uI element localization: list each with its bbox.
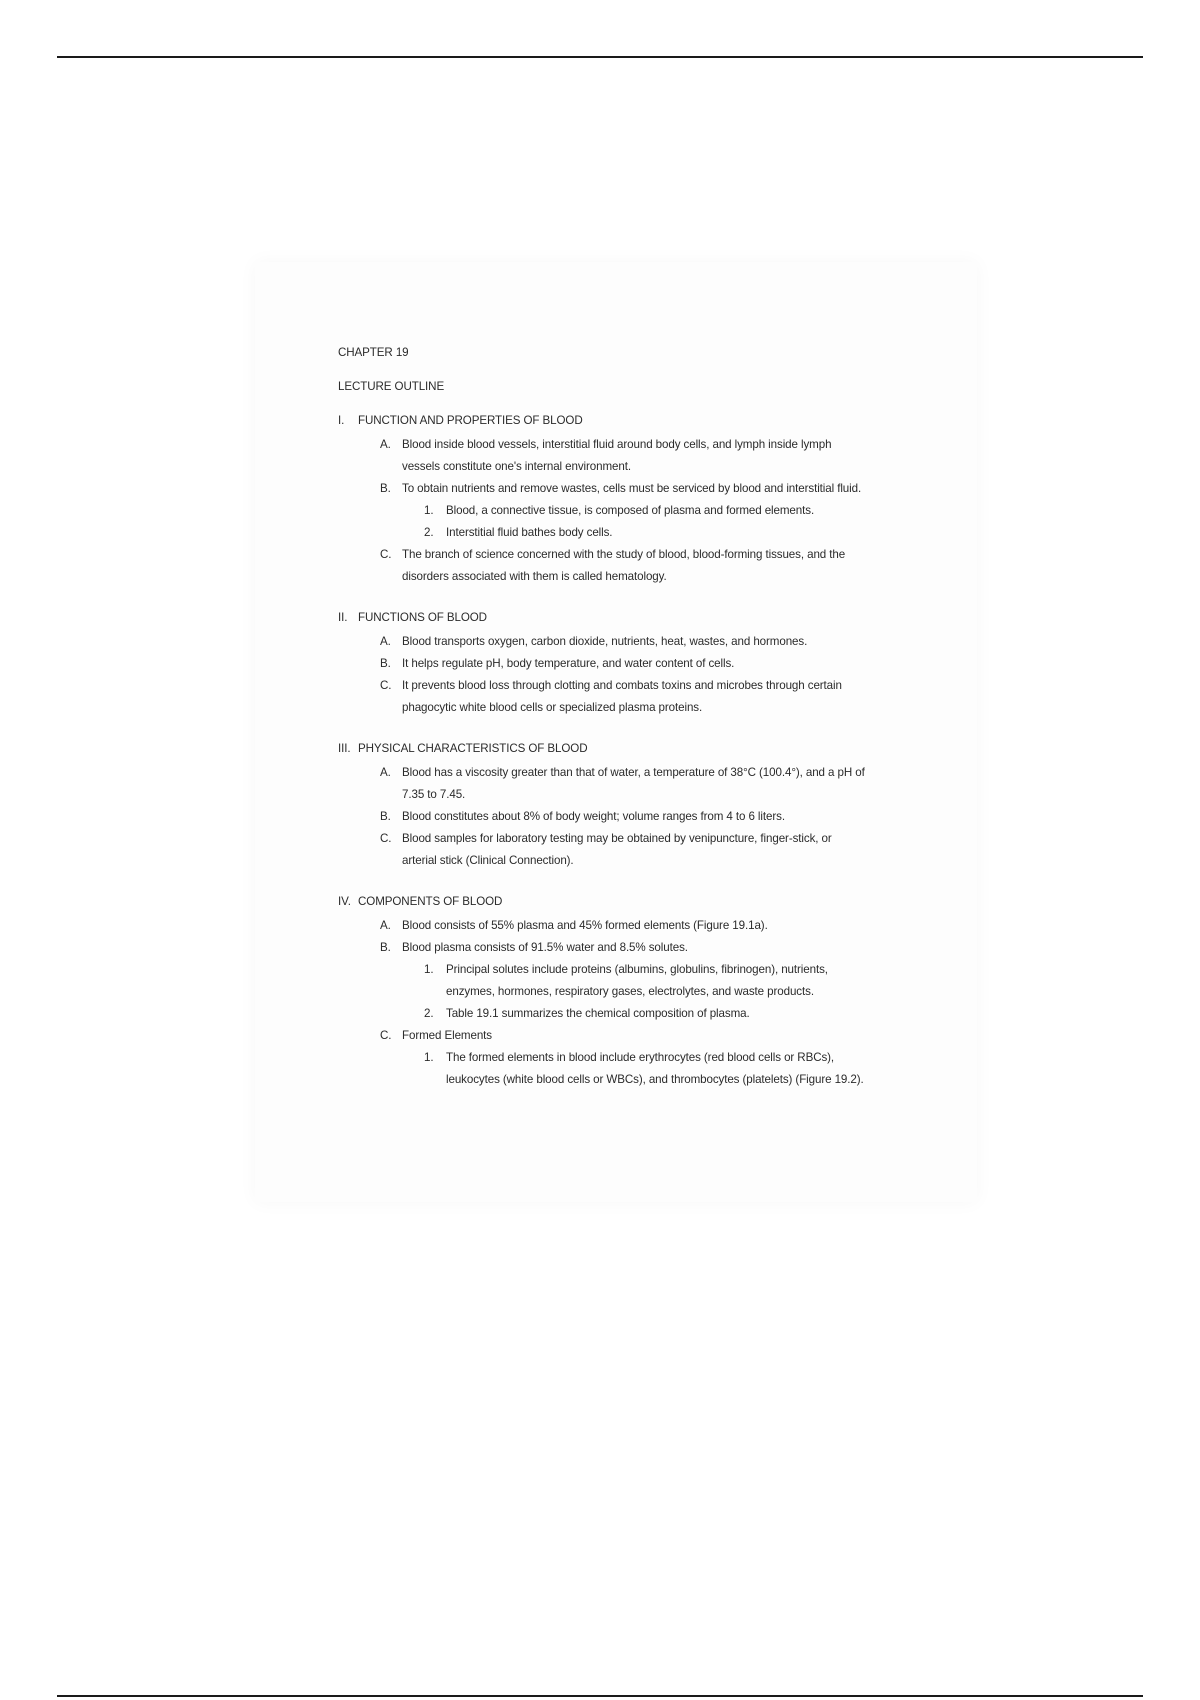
item-letter: C. (380, 1029, 392, 1042)
outline-item (338, 937, 958, 959)
outline-subitem (338, 1003, 958, 1025)
outline-item (338, 544, 958, 588)
item-line: Blood inside blood vessels, interstitial fluid around body cells, and lymph inside lymph (402, 438, 832, 451)
item-text (402, 675, 958, 719)
item-text (402, 434, 958, 478)
item-line: disorders associated with them is called hematology. (402, 570, 667, 583)
item-line: arterial stick (Clinical Connection). (402, 854, 574, 867)
subitem-line: The formed elements in blood include erythrocytes (red blood cells or RBCs), (446, 1051, 835, 1064)
chapter-heading: CHAPTER 19 (338, 346, 409, 359)
top-rule (57, 56, 1143, 58)
subitem-number: 2. (424, 526, 434, 539)
item-line: To obtain nutrients and remove wastes, cells must be serviced by blood and interstitial fluid. (402, 482, 862, 495)
outline-section (338, 410, 958, 588)
section-items (338, 631, 958, 719)
item-text (402, 544, 958, 588)
item-letter: A. (380, 635, 391, 648)
item-line: It prevents blood loss through clotting and combats toxins and microbes through certain (402, 679, 842, 692)
section-title: COMPONENTS OF BLOOD (358, 895, 503, 908)
outline-subitem (338, 500, 958, 522)
item-text (402, 915, 958, 937)
outline-sections (338, 410, 958, 1091)
outline-section (338, 891, 958, 1091)
item-letter: A. (380, 766, 391, 779)
subitem-text (446, 522, 958, 544)
outline-section (338, 607, 958, 719)
subitem-line: Table 19.1 summarizes the chemical composition of plasma. (446, 1007, 750, 1020)
subitem-line: Principal solutes include proteins (albumins, globulins, fibrinogen), nutrients, (446, 963, 828, 976)
outline-section (338, 738, 958, 872)
outline-item (338, 631, 958, 653)
section-number: I. (338, 414, 345, 427)
item-letter: C. (380, 832, 392, 845)
item-letter: C. (380, 679, 392, 692)
subitem-number: 1. (424, 963, 434, 976)
outline-subitem (338, 522, 958, 544)
section-number: II. (338, 611, 348, 624)
section-title: PHYSICAL CHARACTERISTICS OF BLOOD (358, 742, 588, 755)
bottom-rule (57, 1695, 1143, 1697)
item-text (402, 1025, 958, 1047)
section-heading (338, 410, 958, 432)
section-title: FUNCTION AND PROPERTIES OF BLOOD (358, 414, 583, 427)
item-text (402, 478, 958, 500)
item-line: It helps regulate pH, body temperature, and water content of cells. (402, 657, 735, 670)
item-line: Formed Elements (402, 1029, 492, 1042)
item-line: Blood plasma consists of 91.5% water and 8.5% solutes. (402, 941, 688, 954)
section-items (338, 762, 958, 872)
subitem-number: 1. (424, 504, 434, 517)
section-items (338, 434, 958, 588)
item-letter: B. (380, 941, 391, 954)
subitem-text (446, 1047, 958, 1091)
subitem-line: leukocytes (white blood cells or WBCs), and thrombocytes (platelets) (Figure 19.2). (446, 1073, 864, 1086)
item-line: 7.35 to 7.45. (402, 788, 466, 801)
item-text (402, 653, 958, 675)
item-letter: B. (380, 657, 391, 670)
subitem-number: 2. (424, 1007, 434, 1020)
section-number: IV. (338, 895, 351, 908)
item-letter: B. (380, 482, 391, 495)
item-line: Blood transports oxygen, carbon dioxide, nutrients, heat, wastes, and hormones. (402, 635, 808, 648)
item-letter: A. (380, 919, 391, 932)
section-heading (338, 891, 958, 913)
item-line: The branch of science concerned with the study of blood, blood-forming tissues, and the (402, 548, 846, 561)
item-text (402, 806, 958, 828)
item-letter: A. (380, 438, 391, 451)
outline-item (338, 478, 958, 500)
outline-item (338, 828, 958, 872)
outline-item (338, 434, 958, 478)
outline-item (338, 1025, 958, 1047)
item-line: phagocytic white blood cells or specialized plasma proteins. (402, 701, 703, 714)
outline-subtitle: LECTURE OUTLINE (338, 380, 445, 393)
section-title: FUNCTIONS OF BLOOD (358, 611, 487, 624)
subitem-number: 1. (424, 1051, 434, 1064)
outline-item (338, 806, 958, 828)
subitem-text (446, 500, 958, 522)
section-number: III. (338, 742, 351, 755)
subitem-line: Interstitial fluid bathes body cells. (446, 526, 613, 539)
outline-item (338, 915, 958, 937)
lecture-outline (338, 342, 958, 1091)
outline-item (338, 675, 958, 719)
section-items (338, 915, 958, 1091)
item-letter: B. (380, 810, 391, 823)
subitem-text (446, 1003, 958, 1025)
item-text (402, 937, 958, 959)
item-letter: C. (380, 548, 392, 561)
item-line: Blood has a viscosity greater than that of water, a temperature of 38°C (100.4°), and a pH of (402, 766, 865, 779)
item-line: vessels constitute one's internal environment. (402, 460, 631, 473)
item-line: Blood samples for laboratory testing may be obtained by venipuncture, finger-stick, or (402, 832, 832, 845)
item-text (402, 631, 958, 653)
outline-item (338, 653, 958, 675)
outline-subitem (338, 1047, 958, 1091)
item-line: Blood consists of 55% plasma and 45% formed elements (Figure 19.1a). (402, 919, 768, 932)
item-line: Blood constitutes about 8% of body weight; volume ranges from 4 to 6 liters. (402, 810, 785, 823)
outline-item (338, 762, 958, 806)
subitem-line: Blood, a connective tissue, is composed of plasma and formed elements. (446, 504, 815, 517)
item-text (402, 828, 958, 872)
section-heading (338, 607, 958, 629)
section-heading (338, 738, 958, 760)
outline-subitem (338, 959, 958, 1003)
item-text (402, 762, 958, 806)
subitem-text (446, 959, 958, 1003)
subitem-line: enzymes, hormones, respiratory gases, electrolytes, and waste products. (446, 985, 814, 998)
